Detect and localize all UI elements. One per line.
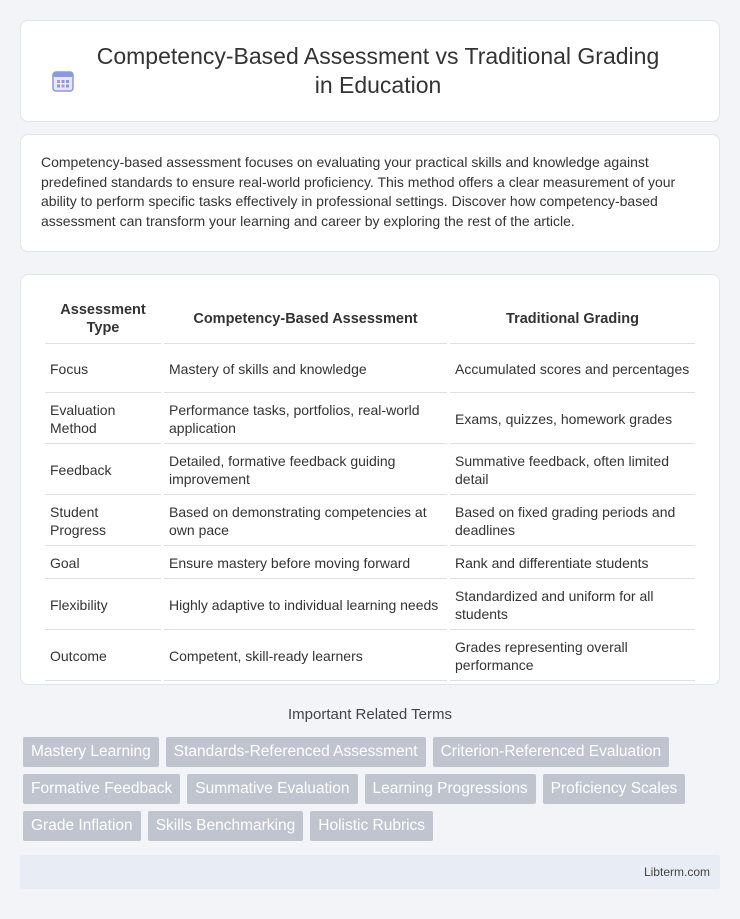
table-row (45, 395, 695, 444)
related-terms-list (23, 737, 723, 841)
table-row (45, 497, 695, 546)
calendar-icon (50, 68, 76, 94)
related-term-tag[interactable]: Holistic Rubrics (310, 811, 433, 841)
table-row (45, 548, 695, 579)
footer (20, 855, 720, 889)
related-term-tag[interactable]: Grade Inflation (23, 811, 141, 841)
row-label: Evaluation Method (45, 395, 161, 444)
comparison-table (42, 293, 698, 683)
competency-cell: Mastery of skills and knowledge (164, 346, 447, 393)
competency-cell: Competent, skill-ready learners (164, 632, 447, 681)
traditional-cell: Rank and differentiate students (450, 548, 695, 579)
traditional-cell: Grades representing overall performance (450, 632, 695, 681)
table-row (45, 581, 695, 630)
related-term-tag[interactable]: Formative Feedback (23, 774, 180, 804)
traditional-cell: Standardized and uniform for all students (450, 581, 695, 630)
competency-cell: Highly adaptive to individual learning needs (164, 581, 447, 630)
related-term-tag[interactable]: Proficiency Scales (543, 774, 686, 804)
title-wrap (50, 42, 690, 100)
traditional-cell: Summative feedback, often limited detail (450, 446, 695, 495)
title-card (20, 20, 720, 122)
page-title: Competency-Based Assessment vs Traditional Grading in Education (96, 43, 660, 98)
competency-cell: Based on demonstrating competencies at own pace (164, 497, 447, 546)
table-header-row (45, 295, 695, 344)
traditional-cell: Exams, quizzes, homework grades (450, 395, 695, 444)
table-row (45, 632, 695, 681)
comparison-table-card (20, 274, 720, 685)
footer-site-link[interactable]: Libterm.com (643, 865, 710, 879)
related-term-tag[interactable]: Standards-Referenced Assessment (166, 737, 426, 767)
header-traditional: Traditional Grading (450, 295, 695, 344)
competency-cell: Detailed, formative feedback guiding improvement (164, 446, 447, 495)
traditional-cell: Accumulated scores and percentages (450, 346, 695, 393)
row-label: Flexibility (45, 581, 161, 630)
competency-cell: Performance tasks, portfolios, real-world application (164, 395, 447, 444)
related-terms-title: Important Related Terms (288, 706, 452, 723)
header-competency-based: Competency-Based Assessment (164, 295, 447, 344)
related-term-tag[interactable]: Skills Benchmarking (148, 811, 304, 841)
traditional-cell: Based on fixed grading periods and deadlines (450, 497, 695, 546)
related-term-tag[interactable]: Summative Evaluation (187, 774, 357, 804)
row-label: Outcome (45, 632, 161, 681)
row-label: Feedback (45, 446, 161, 495)
related-term-tag[interactable]: Learning Progressions (365, 774, 536, 804)
intro-card (20, 134, 720, 252)
header-assessment-type: Assessment Type (45, 295, 161, 344)
related-term-tag[interactable]: Mastery Learning (23, 737, 159, 767)
row-label: Student Progress (45, 497, 161, 546)
table-row (45, 446, 695, 495)
related-term-tag[interactable]: Criterion-Referenced Evaluation (433, 737, 670, 767)
row-label: Goal (45, 548, 161, 579)
table-row (45, 346, 695, 393)
row-label: Focus (45, 346, 161, 393)
competency-cell: Ensure mastery before moving forward (164, 548, 447, 579)
intro-paragraph: Competency-based assessment focuses on evaluating your practical skills and knowledge against predefined standards to ensure real-world proficiency. This method offers a clear measurement of your ability to perform specific tasks effectively in professional settings. Discover how competency-based assessment can transform your learning and career by exploring the rest of the article. (41, 154, 676, 229)
